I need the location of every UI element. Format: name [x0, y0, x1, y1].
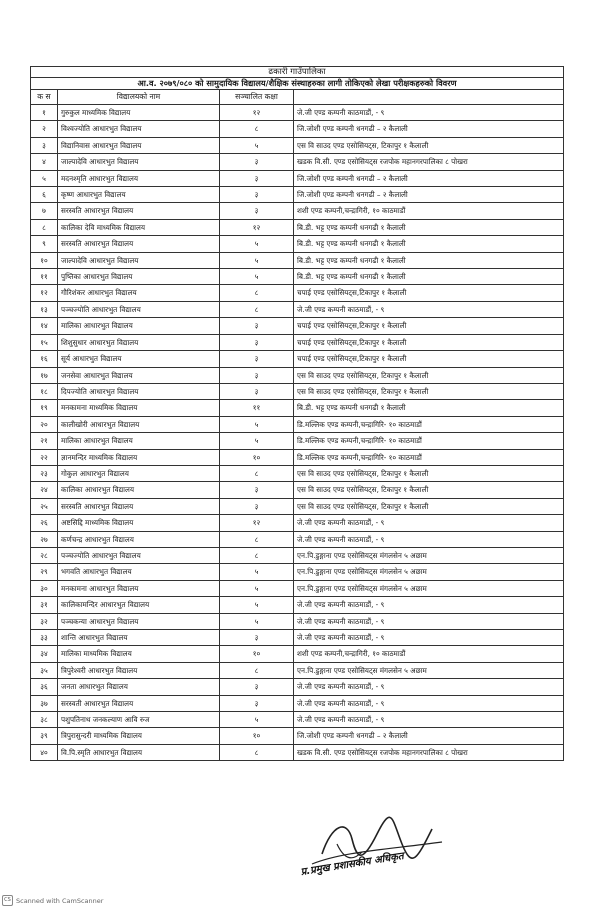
cell-sn: २६: [31, 515, 58, 531]
document-title: ढकारी गाउँपालिका: [31, 67, 563, 78]
cell-auditor: जे.जी एण्ड कम्पनी काठमाडौं, - ९: [294, 630, 564, 646]
cell-school-name: दिपज्योति आधारभुत विद्यालय: [58, 383, 220, 399]
cell-grade: ५: [220, 564, 294, 580]
cell-sn: १२: [31, 285, 58, 301]
cell-school-name: मालिका आधारभुत विद्यालय: [58, 433, 220, 449]
cell-grade: ११: [220, 400, 294, 416]
cell-auditor: डि.मल्लिक एण्ड कम्पनी,चन्द्रागिरि- १० काठमाडौं: [294, 433, 564, 449]
table-row: [31, 646, 563, 662]
table-row: [31, 383, 563, 399]
cell-auditor: जे.जी एण्ड कम्पनी काठमाडौं, - ९: [294, 695, 564, 711]
cell-grade: ३: [220, 334, 294, 350]
cell-auditor: जे.जी एण्ड कम्पनी काठमाडौं, - ९: [294, 712, 564, 728]
cell-grade: ३: [220, 498, 294, 514]
cell-grade: ५: [220, 137, 294, 153]
table-row: [31, 203, 563, 219]
table-row: [31, 515, 563, 531]
cell-school-name: पुष्तिका आधारभुत विद्यालय: [58, 269, 220, 285]
table-row: [31, 105, 563, 121]
cell-sn: ४: [31, 154, 58, 170]
cell-auditor: जि.जोशी एण्ड कम्पनी धनगढी – २ कैलाली: [294, 170, 564, 186]
table-row: [31, 351, 563, 367]
cell-grade: ८: [220, 301, 294, 317]
cell-auditor: चपाई एण्ड एसोसियट्स,टिकापुर १ कैलाली: [294, 334, 564, 350]
cell-grade: ८: [220, 744, 294, 760]
cell-sn: २८: [31, 547, 58, 563]
cell-school-name: जाल्पादेवि आधारभुत विद्यालय: [58, 252, 220, 268]
cell-sn: ८: [31, 219, 58, 235]
cell-auditor: एस वि साउद एण्ड एसोसियट्स, टिकापुर १ कैलाली: [294, 383, 564, 399]
cell-sn: ७: [31, 203, 58, 219]
cell-school-name: वि.पि.स्मृति आधारभुत विद्यालय: [58, 744, 220, 760]
table-row: [31, 416, 563, 432]
cell-auditor: चपाई एण्ड एसोसियट्स,टिकापुर १ कैलाली: [294, 318, 564, 334]
cell-grade: ८: [220, 121, 294, 137]
cell-grade: ३: [220, 187, 294, 203]
cell-auditor: बि.डी. भट्ट एण्ड कम्पनी धनगढी १ कैलाली: [294, 252, 564, 268]
cell-grade: ५: [220, 236, 294, 252]
cell-grade: ५: [220, 416, 294, 432]
cell-sn: ६: [31, 187, 58, 203]
cell-sn: १३: [31, 301, 58, 317]
cell-grade: ३: [220, 630, 294, 646]
cell-auditor: जि.जोशी एण्ड कम्पनी धनगढी – २ कैलाली: [294, 187, 564, 203]
cell-school-name: पञ्चकन्या आधारभुत विद्यालय: [58, 613, 220, 629]
cell-grade: ८: [220, 531, 294, 547]
cell-grade: १२: [220, 515, 294, 531]
table-row: [31, 482, 563, 498]
cell-school-name: सरस्वति आधारभुत विद्यालय: [58, 498, 220, 514]
cell-sn: २२: [31, 449, 58, 465]
table-row: [31, 236, 563, 252]
table-row: [31, 170, 563, 186]
cell-sn: २७: [31, 531, 58, 547]
cell-school-name: पञ्चज्योति आधारभुत विद्यालय: [58, 547, 220, 563]
table-row: [31, 433, 563, 449]
table-row: [31, 695, 563, 711]
table-row: [31, 564, 563, 580]
cell-auditor: एस वि साउद एण्ड एसोसियट्स, टिकापुर १ कैलाली: [294, 367, 564, 383]
table-row: [31, 547, 563, 563]
document-subtitle: आ.व. २०७९/०८० को सामुदायिक विद्यालय/शैक्षिक संस्थाहरुका लागी तोकिएको लेखा परीक्षकहरुको विवरण: [31, 78, 563, 90]
cell-grade: ३: [220, 695, 294, 711]
cell-school-name: भगवति आधारभुत विद्यालय: [58, 564, 220, 580]
cell-grade: ३: [220, 154, 294, 170]
cell-auditor: जे.जी एण्ड कम्पनी काठमाडौं, - ९: [294, 531, 564, 547]
cell-sn: २९: [31, 564, 58, 580]
cell-sn: १०: [31, 252, 58, 268]
cell-auditor: एन.पि.डुङ्गाना एण्ड एसोसियट्स मंगलसेन ५ अछाम: [294, 564, 564, 580]
cell-school-name: शान्ति आधारभुत विद्यालय: [58, 630, 220, 646]
table-row: [31, 301, 563, 317]
cell-grade: १०: [220, 646, 294, 662]
cell-school-name: जाल्पादेवि आधारभुत विद्यालय: [58, 154, 220, 170]
cell-auditor: एस वि साउद एण्ड एसोसियट्स, टिकापुर १ कैलाली: [294, 482, 564, 498]
cell-auditor: एन.पि.डुङ्गाना एण्ड एसोसियट्स मंगलसेन ५ अछाम: [294, 547, 564, 563]
cell-grade: ५: [220, 269, 294, 285]
cell-school-name: सरस्वति आधारभुत विद्यालय: [58, 203, 220, 219]
cell-sn: २०: [31, 416, 58, 432]
cell-sn: ३०: [31, 580, 58, 596]
table-row: [31, 334, 563, 350]
cell-auditor: जे.जी एण्ड कम्पनी काठमाडौं, - ९: [294, 679, 564, 695]
table-row: [31, 269, 563, 285]
cell-sn: १८: [31, 383, 58, 399]
cell-auditor: जे.जी एण्ड कम्पनी काठमाडौं, - ९: [294, 301, 564, 317]
cell-sn: २: [31, 121, 58, 137]
cell-grade: ३: [220, 383, 294, 399]
cell-school-name: कालिका देवि माध्यमिक विद्यालय: [58, 219, 220, 235]
table-header-row: [31, 90, 563, 105]
cell-grade: ३: [220, 482, 294, 498]
table-row: [31, 744, 563, 760]
cell-auditor: जे.जी एण्ड कम्पनी काठमाडौं, - ९: [294, 515, 564, 531]
table-row: [31, 712, 563, 728]
table-row: [31, 154, 563, 170]
table-row: [31, 465, 563, 481]
column-header-grade: सञ्चालित कक्षा: [220, 90, 294, 105]
cell-school-name: जनसेवा आधारभुत विद्यालय: [58, 367, 220, 383]
table-row: [31, 613, 563, 629]
cell-sn: १६: [31, 351, 58, 367]
cell-grade: ५: [220, 433, 294, 449]
cell-grade: ५: [220, 580, 294, 596]
cell-auditor: खडक वि.सी. एण्ड एसोसियट्स रजपोक महानगरपालिका ८ पोखरा: [294, 154, 564, 170]
cell-school-name: गुरुकुल माध्यमिक विद्यालय: [58, 105, 220, 121]
cell-grade: ८: [220, 465, 294, 481]
cell-school-name: गौरिशंकर आधारभुत विद्यालय: [58, 285, 220, 301]
table-row: [31, 597, 563, 613]
cell-grade: ८: [220, 547, 294, 563]
table-row: [31, 580, 563, 596]
cell-auditor: जे.जी एण्ड कम्पनी काठमाडौं, - ९: [294, 597, 564, 613]
cell-school-name: सरस्वती आधारभुत विद्यालय: [58, 695, 220, 711]
cell-auditor: डि.मल्लिक एण्ड कम्पनी,चन्द्रागिरि- १० काठमाडौं: [294, 416, 564, 432]
cell-auditor: बि.डी. भट्ट एण्ड कम्पनी धनगढी १ कैलाली: [294, 236, 564, 252]
cell-grade: ३: [220, 170, 294, 186]
cell-grade: ५: [220, 597, 294, 613]
table-row: [31, 285, 563, 301]
cell-grade: १२: [220, 105, 294, 121]
cell-sn: ११: [31, 269, 58, 285]
table-row: [31, 367, 563, 383]
cell-sn: ३: [31, 137, 58, 153]
cell-grade: ८: [220, 285, 294, 301]
cell-sn: ९: [31, 236, 58, 252]
cell-school-name: अष्टसिद्दि माध्यमिक विद्यालय: [58, 515, 220, 531]
cell-grade: १०: [220, 728, 294, 744]
camscanner-icon: CS: [2, 895, 13, 906]
cell-grade: १२: [220, 219, 294, 235]
cell-sn: २५: [31, 498, 58, 514]
scanner-footer: [2, 895, 103, 906]
cell-school-name: पञ्चज्योति आधारभुत विद्यालय: [58, 301, 220, 317]
cell-school-name: विद्यानिवास आधारभुत विद्यालय: [58, 137, 220, 153]
cell-school-name: पशुपतिनाथ जनकल्याण आवि रुज: [58, 712, 220, 728]
column-header-school: विद्यालयको नाम: [58, 90, 220, 105]
cell-sn: १७: [31, 367, 58, 383]
scanner-label: Scanned with CamScanner: [16, 896, 104, 905]
cell-auditor: जे.जी एण्ड कम्पनी काठमाडौं, - ९: [294, 613, 564, 629]
table-row: [31, 531, 563, 547]
cell-auditor: खडक वि.सी. एण्ड एसोसियट्स रजपोक महानगरपालिका ८ पोखरा: [294, 744, 564, 760]
cell-school-name: मालिका माध्यमिक विद्यालय: [58, 646, 220, 662]
cell-auditor: जे.जी एण्ड कम्पनी काठमाडौं, - ९: [294, 105, 564, 121]
cell-auditor: एस वि साउद एण्ड एसोसियट्स, टिकापुर १ कैलाली: [294, 137, 564, 153]
cell-grade: ३: [220, 367, 294, 383]
cell-auditor: शशी एण्ड कम्पनी,चन्द्रागिरी, १० काठमाडौं: [294, 646, 564, 662]
cell-sn: २१: [31, 433, 58, 449]
table-row: [31, 400, 563, 416]
cell-school-name: जनता आधारभुत विद्यालय: [58, 679, 220, 695]
cell-sn: २३: [31, 465, 58, 481]
cell-sn: ३१: [31, 597, 58, 613]
table-row: [31, 498, 563, 514]
table-row: [31, 318, 563, 334]
cell-grade: १०: [220, 449, 294, 465]
cell-school-name: सरस्वति आधारभुत विद्यालय: [58, 236, 220, 252]
cell-sn: १: [31, 105, 58, 121]
cell-grade: ५: [220, 252, 294, 268]
cell-sn: १४: [31, 318, 58, 334]
cell-school-name: मनकामना माध्यमिक विद्यालय: [58, 400, 220, 416]
cell-sn: ३९: [31, 728, 58, 744]
cell-sn: २४: [31, 482, 58, 498]
cell-sn: ३५: [31, 662, 58, 678]
cell-school-name: ज्ञानमन्दिर माध्यमिक विद्यालय: [58, 449, 220, 465]
table-row: [31, 662, 563, 678]
cell-sn: १९: [31, 400, 58, 416]
cell-grade: ३: [220, 679, 294, 695]
cell-school-name: मदनश्मृति आधारभुत विद्यालय: [58, 170, 220, 186]
cell-grade: ३: [220, 203, 294, 219]
cell-auditor: जि.जोशी एण्ड कम्पनी धनगढी – २ कैलाली: [294, 728, 564, 744]
cell-sn: ४०: [31, 744, 58, 760]
cell-auditor: एन.पि.डुङ्गाना एण्ड एसोसियट्स मंगलसेन ५ अछाम: [294, 662, 564, 678]
cell-auditor: एस वि साउद एण्ड एसोसियट्स, टिकापुर १ कैलाली: [294, 498, 564, 514]
cell-grade: ३: [220, 351, 294, 367]
cell-grade: ५: [220, 613, 294, 629]
cell-school-name: मनकामना आधारभुत विद्यालय: [58, 580, 220, 596]
cell-grade: ३: [220, 318, 294, 334]
cell-school-name: त्रिपुरासुन्दरी माध्यमिक विद्यालय: [58, 728, 220, 744]
cell-auditor: एन.पि.डुङ्गाना एण्ड एसोसियट्स मंगलसेन ५ अछाम: [294, 580, 564, 596]
cell-school-name: कालिका आधारभुत विद्यालय: [58, 482, 220, 498]
column-header-auditor: [294, 90, 564, 105]
cell-auditor: चपाई एण्ड एसोसियट्स,टिकापुर १ कैलाली: [294, 351, 564, 367]
cell-school-name: शिशुसुधार आधारभुत विद्यालय: [58, 334, 220, 350]
cell-auditor: डि.मल्लिक एण्ड कम्पनी,चन्द्रागिरि- १० काठमाडौं: [294, 449, 564, 465]
cell-sn: ३८: [31, 712, 58, 728]
cell-school-name: कृष्ण आधारभुत विद्यालय: [58, 187, 220, 203]
cell-auditor: एस वि साउद एण्ड एसोसियट्स, टिकापुर १ कैलाली: [294, 465, 564, 481]
cell-sn: ३६: [31, 679, 58, 695]
table-row: [31, 187, 563, 203]
cell-auditor: चपाई एण्ड एसोसियट्स,टिकापुर १ कैलाली: [294, 285, 564, 301]
auditor-table: [31, 90, 563, 761]
signature-title: प्र.प्रमुख प्रशासकीय अधिकृत: [300, 850, 405, 879]
cell-sn: १५: [31, 334, 58, 350]
cell-sn: ३७: [31, 695, 58, 711]
cell-auditor: बि.डी. भट्ट एण्ड कम्पनी धनगढी १ कैलाली: [294, 269, 564, 285]
table-row: [31, 137, 563, 153]
table-row: [31, 728, 563, 744]
cell-sn: ५: [31, 170, 58, 186]
cell-auditor: शशी एण्ड कम्पनी,चन्द्रागिरी, १० काठमाडौं: [294, 203, 564, 219]
table-row: [31, 252, 563, 268]
cell-school-name: कर्णचन्द्र आधारभुत विद्यालय: [58, 531, 220, 547]
table-row: [31, 449, 563, 465]
cell-school-name: सूर्य आधारभुत विद्यालय: [58, 351, 220, 367]
table-row: [31, 121, 563, 137]
table-row: [31, 219, 563, 235]
cell-auditor: बि.डी. भट्ट एण्ड कम्पनी धनगढी १ कैलाली: [294, 400, 564, 416]
cell-school-name: त्रिपुरेश्वरी आधारभुत विद्यालय: [58, 662, 220, 678]
table-row: [31, 630, 563, 646]
cell-school-name: कालिकामन्दिर आधारभुत विद्यालय: [58, 597, 220, 613]
table-row: [31, 679, 563, 695]
cell-grade: ८: [220, 662, 294, 678]
cell-sn: ३४: [31, 646, 58, 662]
cell-sn: ३३: [31, 630, 58, 646]
cell-school-name: कालीखोरी आधारभुत विद्यालय: [58, 416, 220, 432]
cell-school-name: गोकुल आधारभुत विद्यालय: [58, 465, 220, 481]
cell-auditor: बि.डी. भट्ट एण्ड कम्पनी धनगढी १ कैलाली: [294, 219, 564, 235]
cell-school-name: विश्वज्योति आधारभुत विद्यालय: [58, 121, 220, 137]
cell-sn: ३२: [31, 613, 58, 629]
cell-school-name: मालिका आधारभुत विद्यालय: [58, 318, 220, 334]
column-header-sn: क स: [31, 90, 58, 105]
audit-sheet: [30, 66, 564, 761]
cell-auditor: जि.जोशी एण्ड कम्पनी धनगढी – २ कैलाली: [294, 121, 564, 137]
cell-grade: ५: [220, 712, 294, 728]
